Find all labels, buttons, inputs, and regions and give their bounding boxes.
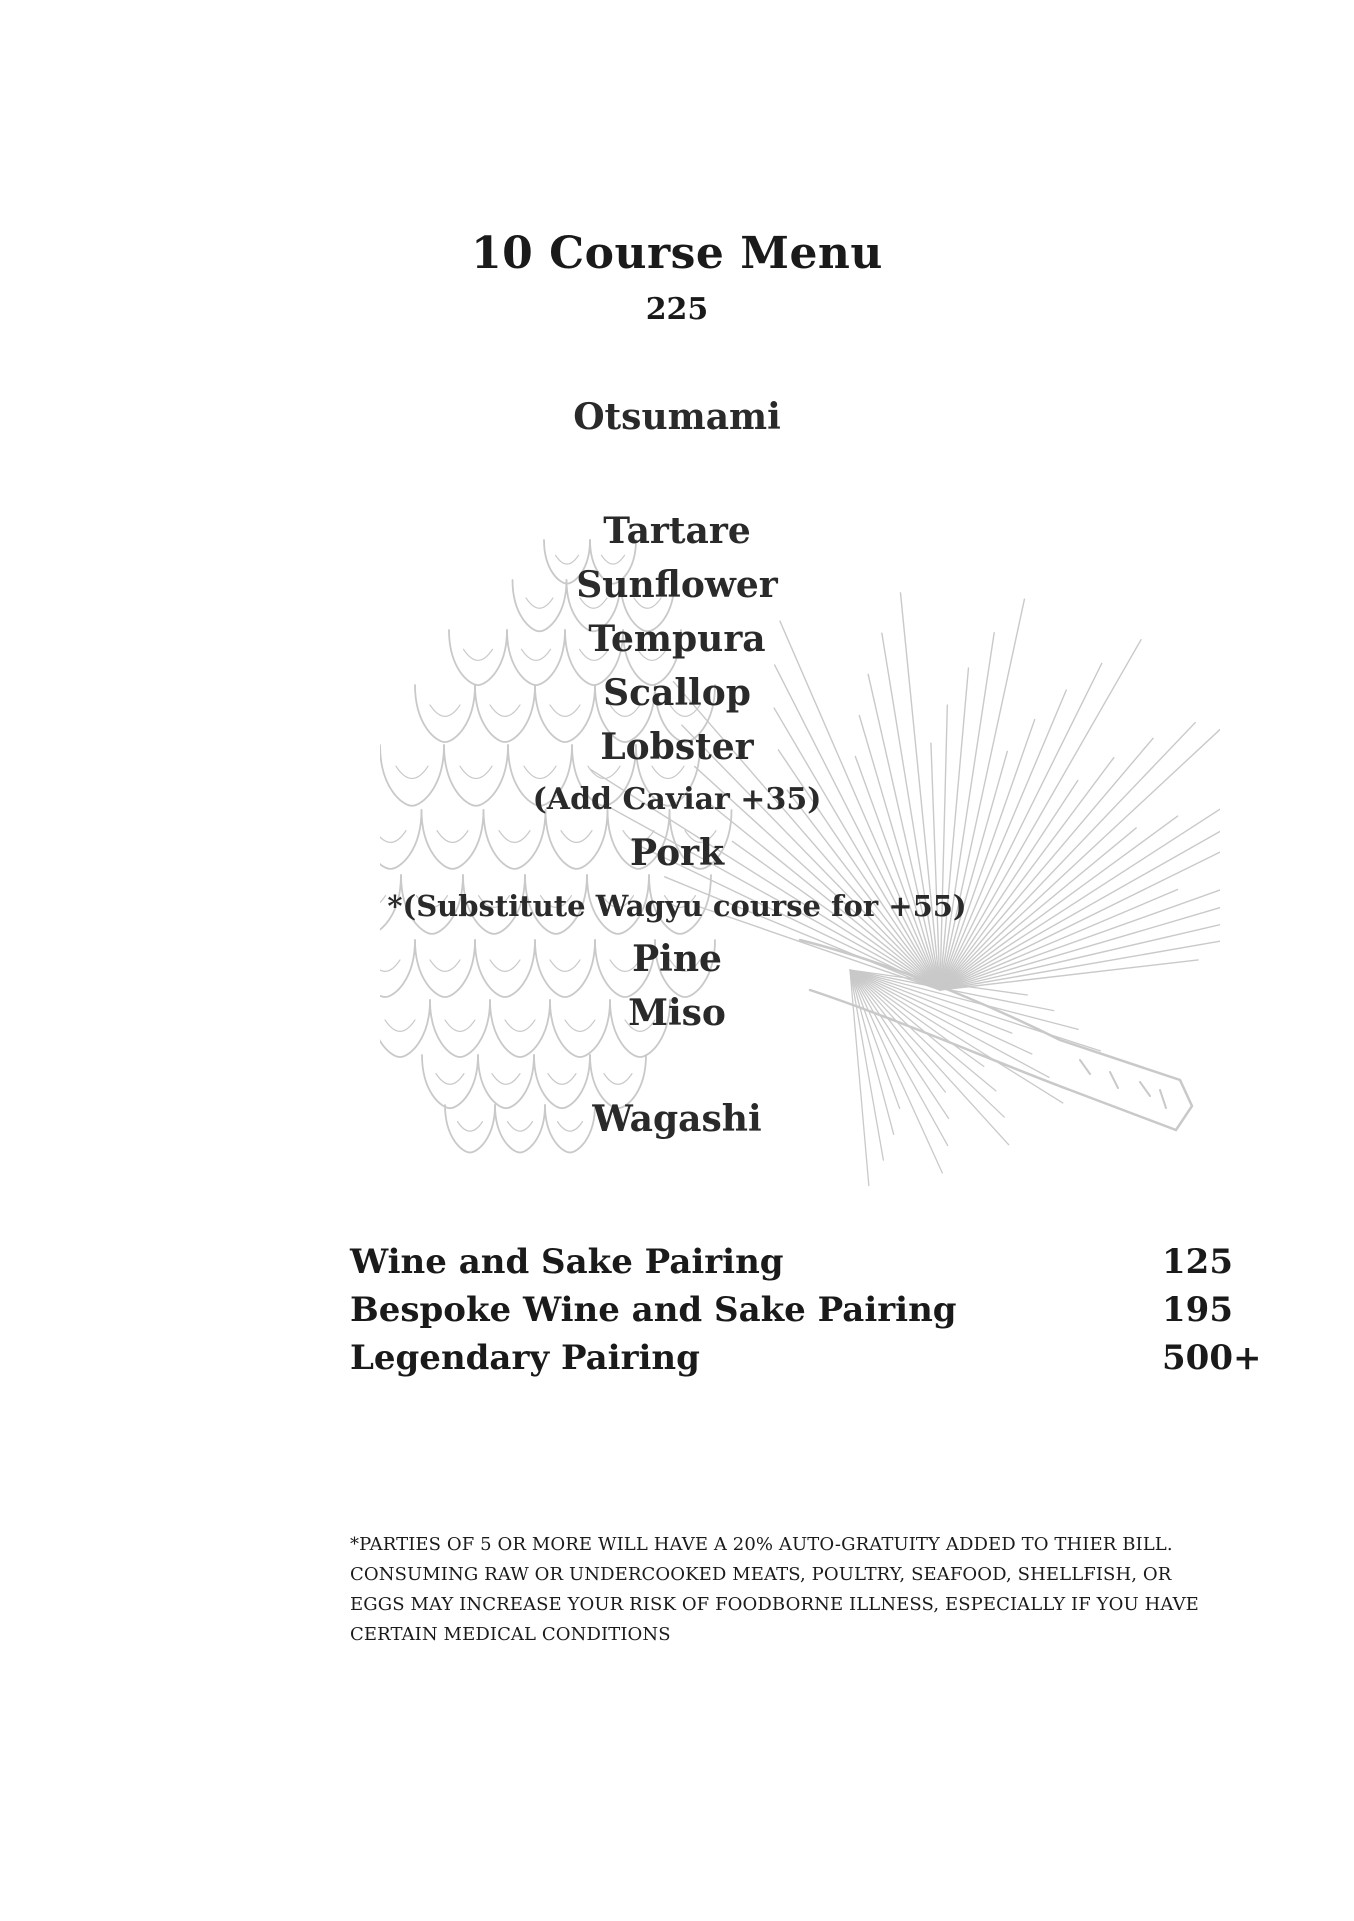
pairing-price: 195 <box>1162 1290 1233 1330</box>
menu-price: 225 <box>645 292 709 327</box>
course-note: *(Substitute Wagyu course for +55) <box>387 889 967 923</box>
cone-scale-detail <box>548 1074 576 1085</box>
pairings-list <box>350 1238 1262 1382</box>
pairing-row <box>350 1334 1262 1382</box>
pairing-name: Wine and Sake Pairing <box>350 1242 784 1282</box>
section-wagashi: Wagashi <box>592 1098 762 1140</box>
pairing-name: Legendary Pairing <box>350 1338 700 1378</box>
cone-scale-detail <box>492 1074 520 1085</box>
pairing-name: Bespoke Wine and Sake Pairing <box>350 1290 957 1330</box>
pairing-price: 500+ <box>1162 1338 1262 1378</box>
disclaimer-line: CONSUMING RAW OR UNDERCOOKED MEATS, POULTRY, SEAFOOD, SHELLFISH, OR <box>350 1564 1172 1585</box>
course-item: Lobster <box>600 726 754 768</box>
pairing-price: 125 <box>1162 1242 1233 1282</box>
pairing-row <box>350 1238 1250 1286</box>
course-item: Scallop <box>603 672 751 714</box>
disclaimer-line: EGGS MAY INCREASE YOUR RISK OF FOODBORNE ILLNESS, ESPECIALLY IF YOU HAVE <box>350 1594 1199 1615</box>
section-otsumami: Otsumami <box>573 396 781 438</box>
disclaimer <box>350 1530 1230 1650</box>
cone-scale-detail <box>604 1074 632 1085</box>
pairing-row <box>350 1286 1250 1334</box>
disclaimer-line: CERTAIN MEDICAL CONDITIONS <box>350 1624 671 1645</box>
course-item: Tartare <box>603 510 751 552</box>
course-item: Pork <box>629 832 725 874</box>
page-title: 10 Course Menu <box>471 228 883 279</box>
disclaimer-line: *PARTIES OF 5 OR MORE WILL HAVE A 20% AUTO-GRATUITY ADDED TO THIER BILL. <box>350 1534 1173 1555</box>
course-list <box>0 504 1354 1040</box>
course-note: (Add Caviar +35) <box>532 782 822 817</box>
course-item: Miso <box>628 992 726 1034</box>
cone-scale-detail <box>436 1074 464 1085</box>
course-item: Sunflower <box>576 564 778 606</box>
course-item: Pine <box>632 938 722 980</box>
course-item: Tempura <box>588 618 766 660</box>
